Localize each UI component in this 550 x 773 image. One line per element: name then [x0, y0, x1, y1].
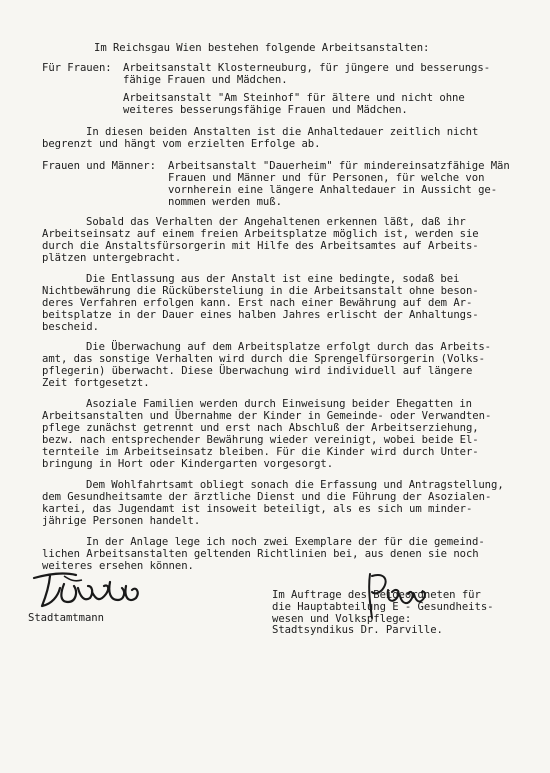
paragraph-line: jährige Personen handelt.: [42, 515, 201, 527]
women-line: weiteres besserungsfähige Frauen und Mädchen.: [123, 104, 408, 116]
paragraph-line: bezw. nach entsprechender Bewährung wieder vereinigt, wobei beide El-: [42, 434, 479, 446]
paragraph-line: Die Überwachung auf dem Arbeitsplatze erfolgt durch das Arbeits-: [86, 341, 491, 353]
paragraph-line: pflegerin) überwacht. Diese Überwachung wird individuell auf längere: [42, 365, 473, 377]
intro-line: Im Reichsgau Wien bestehen folgende Arbeitsanstalten:: [94, 42, 430, 54]
paragraph-line: bringung in Hort oder Kindergarten vorgesorgt.: [42, 458, 334, 470]
women-line: fähige Frauen und Mädchen.: [123, 74, 288, 86]
right-title: Stadtsyndikus Dr. Parville.: [272, 624, 443, 636]
paragraph-line: bescheid.: [42, 321, 99, 333]
paragraph-line: Asoziale Familien werden durch Einweisung beider Ehegatten in: [86, 398, 473, 410]
paragraph-line: weiteres ersehen können.: [42, 560, 194, 572]
both-line: Frauen und Männer und für Personen, für welche von: [168, 172, 485, 184]
duration-line: In diesen beiden Anstalten ist die Anhaltedauer zeitlich nicht: [86, 126, 479, 138]
left-signature: [30, 570, 160, 612]
paragraph-line: Zeit fortgesetzt.: [42, 377, 150, 389]
paragraph-line: Arbeitsanstalten und Übernahme der Kinder in Gemeinde- oder Verwandten-: [42, 410, 492, 422]
paragraph-line: dem Gesundheitsamte der ärztliche Dienst und die Führung der Asozialen-: [42, 491, 492, 503]
women-label: Für Frauen:: [42, 62, 112, 74]
paragraph-line: lichen Arbeitsanstalten geltenden Richtlinien bei, aus denen sie noch: [42, 548, 479, 560]
paragraph-line: pflege zunächst getrennt und erst nach Abschluß der Arbeitserziehung,: [42, 422, 479, 434]
paragraph-line: plätzen untergebracht.: [42, 252, 182, 264]
women-line: Arbeitsanstalt "Am Steinhof" für ältere und nicht ohne: [123, 92, 465, 104]
paragraph-line: amt, das sonstige Verhalten wird durch die Sprengelfürsorgerin (Volks-: [42, 353, 485, 365]
paragraph-line: Dem Wohlfahrtsamt obliegt sonach die Erfassung und Antragstellung,: [86, 479, 504, 491]
paragraph-line: In der Anlage lege ich noch zwei Exemplare der für die gemeind-: [86, 536, 485, 548]
paragraph-line: deres Verfahren erfolgen kann. Erst nach einer Bewährung auf dem Ar-: [42, 297, 473, 309]
closing-line: Im Auftrage des Beigeordneten für: [272, 589, 481, 601]
closing-line: die Hauptabteilung E - Gesundheits-: [272, 601, 494, 613]
paragraph-line: ternteile im Arbeitseinsatz bleiben. Für die Kinder wird durch Unter-: [42, 446, 479, 458]
closing-line: wesen und Volkspflege:: [272, 613, 412, 625]
left-title: Stadtamtmann: [28, 612, 104, 624]
both-line: Arbeitsanstalt "Dauerheim" für mindereinsatzfähige Män: [168, 160, 510, 172]
paragraph-line: durch die Anstaltsfürsorgerin mit Hilfe des Arbeitsamtes auf Arbeits-: [42, 240, 479, 252]
women-line: Arbeitsanstalt Klosterneuburg, für jüngere und besserungs-: [123, 62, 491, 74]
both-label: Frauen und Männer:: [42, 160, 156, 172]
both-line: nommen werden muß.: [168, 196, 282, 208]
paragraph-line: Sobald das Verhalten der Angehaltenen erkennen läßt, daß ihr: [86, 216, 466, 228]
paragraph-line: beitsplatze in der Dauer eines halben Jahres erlischt der Anhaltungs-: [42, 309, 479, 321]
paragraph-line: Die Entlassung aus der Anstalt ist eine bedingte, sodaß bei: [86, 273, 460, 285]
paragraph-line: Nichtbewährung die Rückübersteliung in die Arbeitsanstalt ohne beson-: [42, 285, 479, 297]
duration-line: begrenzt und hängt vom erzielten Erfolge ab.: [42, 138, 321, 150]
both-line: vornherein eine längere Anhaltedauer in Aussicht ge-: [168, 184, 498, 196]
paragraph-line: Arbeitseinsatz auf einem freien Arbeitsplatze möglich ist, werden sie: [42, 228, 479, 240]
right-signature: [360, 568, 440, 624]
paragraph-line: kartei, das Jugendamt ist insoweit beteiligt, als es sich um minder-: [42, 503, 473, 515]
